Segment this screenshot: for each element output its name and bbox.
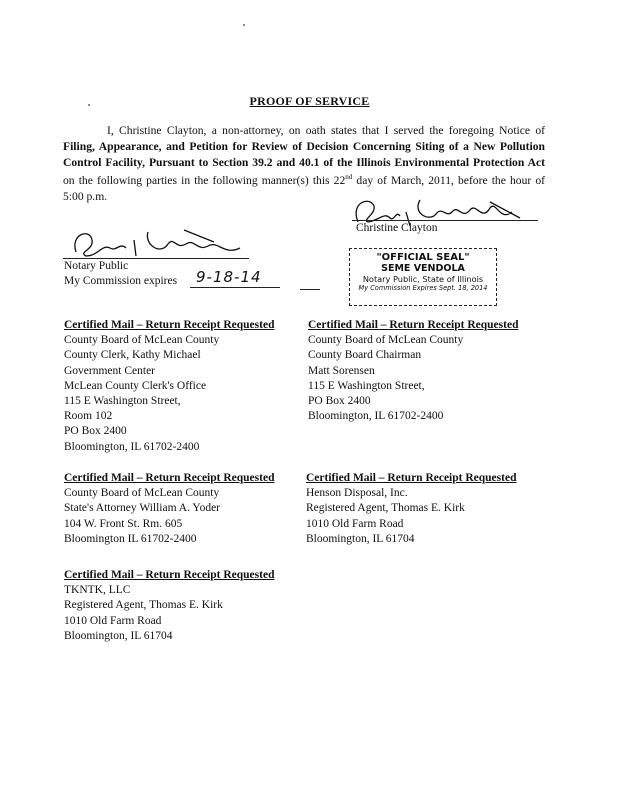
short-line	[300, 289, 320, 290]
seal-state: Notary Public, State of Illinois	[362, 274, 484, 284]
recipient-line: Registered Agent, Thomas E. Kirk	[64, 599, 223, 612]
recipient-method: Certified Mail – Return Receipt Requested	[306, 472, 517, 484]
recipient-line: Government Center	[64, 364, 156, 377]
recipient-line: Bloomington, IL 61702-2400	[64, 440, 200, 453]
recipient-method: Certified Mail – Return Receipt Requested	[64, 472, 275, 484]
recipient-method: Certified Mail – Return Receipt Requested	[64, 319, 275, 331]
recipient-block-3	[64, 471, 274, 547]
recipient-line: County Board of McLean County	[64, 487, 220, 500]
recipient-line: Registered Agent, Thomas E. Kirk	[306, 502, 465, 515]
recipient-line: Room 102	[64, 410, 113, 423]
recipient-line: Bloomington, IL 61704	[64, 629, 173, 642]
recipient-line: Henson Disposal, Inc.	[306, 487, 408, 500]
recipient-line: 1010 Old Farm Road	[64, 614, 162, 627]
recipient-line: Bloomington IL 61702-2400	[64, 532, 197, 545]
recipient-line: County Board of McLean County	[308, 334, 464, 347]
notary-expires-value: 9-18-14	[196, 268, 262, 286]
intro-opening: I, Christine Clayton, a non-attorney, on oath states that I served the foregoing Notice of	[107, 124, 545, 137]
recipient-line: State's Attorney William A. Yoder	[64, 502, 221, 515]
recipient-line: PO Box 2400	[308, 395, 371, 408]
recipient-line: County Board Chairman	[308, 349, 422, 362]
intro-document-title: Filing, Appearance, and Petition for Review of Decision Concerning Siting of a New Pollution Control Facility, Pursuant to Section 39.2 and 40.1 of the Illinois Environmental Protection Act	[63, 139, 545, 169]
recipient-line: McLean County Clerk's Office	[64, 379, 207, 392]
recipient-block-2	[308, 318, 518, 424]
page-title: PROOF OF SERVICE	[249, 94, 370, 108]
intro-superscript: nd	[345, 173, 353, 182]
recipient-block-1	[64, 318, 274, 455]
recipient-line: TKNTK, LLC	[64, 584, 131, 597]
seal-name: SEME VENDOLA	[381, 263, 465, 274]
recipient-line: County Board of McLean County	[64, 334, 220, 347]
expires-line	[190, 287, 280, 288]
signer-name: Christine Clayton	[356, 222, 438, 234]
recipient-method: Certified Mail – Return Receipt Requested	[308, 319, 519, 331]
recipient-line: 1010 Old Farm Road	[306, 517, 404, 530]
recipient-line: Bloomington, IL 61702-2400	[308, 410, 444, 423]
notary-label: Notary Public	[64, 260, 129, 272]
recipient-line: PO Box 2400	[64, 425, 127, 438]
notary-expires-label: My Commission expires	[64, 275, 178, 287]
recipient-line: County Clerk, Kathy Michael	[64, 349, 201, 362]
intro-middle: on the following parties in the following manner(s) this 22	[63, 174, 346, 188]
recipient-block-5	[64, 568, 274, 644]
recipient-line: Matt Sorensen	[308, 364, 375, 377]
recipient-line: 115 E Washington Street,	[308, 379, 425, 392]
recipient-block-4	[306, 471, 516, 547]
recipient-line: 104 W. Front St. Rm. 605	[64, 517, 183, 530]
intro-ending: day of March, 2011, before the hour of 5:00 p.m.	[63, 174, 545, 204]
seal-title: "OFFICIAL SEAL"	[376, 252, 470, 263]
seal-expiration: My Commission Expires Sept. 18, 2014	[358, 284, 488, 292]
recipient-line: Bloomington, IL 61704	[306, 532, 415, 545]
scan-speck	[243, 24, 245, 26]
official-seal-stamp	[349, 248, 497, 306]
recipient-line: 115 E Washington Street,	[64, 395, 181, 408]
recipient-method: Certified Mail – Return Receipt Requested	[64, 569, 275, 581]
